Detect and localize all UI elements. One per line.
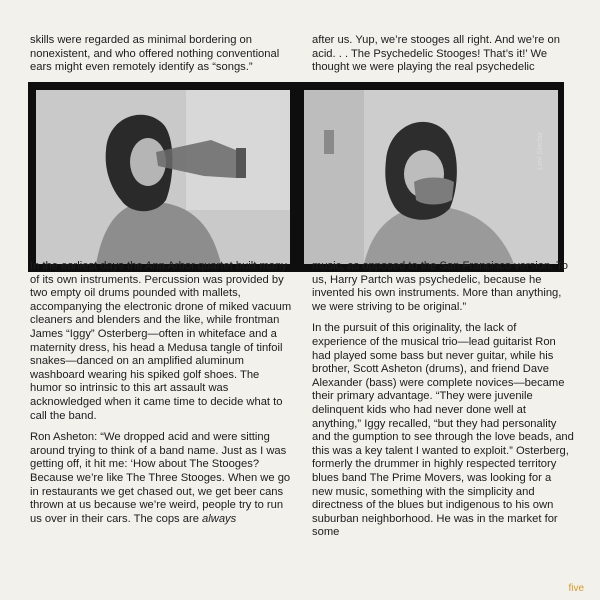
paragraph: music, as opposed to the San Francisco version. To us, Harry Partch was psychedelic, because he invented his own instruments. More than anything, we were striving to be original.” (312, 260, 568, 313)
top-right-column (312, 34, 574, 83)
quote-text: Ron Asheton: “We dropped acid and were sitting around trying to think of a band name. Just as I was getting off, it hit me: ‘How about The Stooges? Because we’re like The Three Stooges. When we go in restaurants we get chased out, we get beer cans thrown at us because we’re weird, people try to run us over in their cars. The cops are (30, 431, 291, 525)
page-number: five (568, 583, 584, 594)
photo-right-illustration (304, 90, 558, 264)
bottom-right-column (312, 260, 574, 548)
paragraph (30, 431, 292, 526)
photo-playing-harmonica (304, 90, 558, 264)
paragraph: skills were regarded as minimal bordering on nonexistent, and who offered nothing conventional ears might even remotely identify as “songs.” (30, 34, 280, 74)
photo-left-illustration (36, 90, 290, 264)
photo-drinking-from-bottle (36, 90, 290, 264)
photo-strip (28, 82, 564, 272)
paragraph: In the pursuit of this originality, the lack of experience of the musical trio—lead guitarist Ron had played some bass but never guitar, while his brother, Scott Asheton (drums), and friend Dave Alexander (bass) were complete novices—became their primary advantage. “They were juvenile delinquent kids who had never done well at anything,” Iggy recalled, “but they had personality and the gumption to see through the love beads, and this was a key talent I wanted to exploit.” Osterberg, formerly the drummer in highly respected territory blues band The Prime Movers, was looking for a new music, something with the simplicity and directness of the blues but indigenous to his own suburban neighborhood. He was in the market for some (312, 322, 574, 539)
paragraph: In the earliest days the Ann Arbor quartet built many of its own instruments. Percussion was provided by two empty oil drums pounded with mallets, accompanying the electronic drone of miked vacuum cleaners and blenders and the like, while frontman James “Iggy” Osterberg—often in whiteface and a maternity dress, his head a Medusa tangle of tinfoil snakes—danced on an amplified aluminum washboard wearing his spiked golf shoes. The humor so intrinsic to this art assault was acknowledged when it came time to decide what to call the band. (30, 260, 292, 422)
top-left-column (30, 34, 290, 83)
emphasis-text: always (202, 512, 237, 525)
photo-credit: Leni Sinclair (537, 131, 544, 170)
paragraph: after us. Yup, we’re stooges all right. And we’re on acid. . . The Psychedelic Stooges! That’s it!’ We thought we were playing the real psychedelic (312, 34, 560, 74)
bottom-left-column (30, 260, 292, 534)
